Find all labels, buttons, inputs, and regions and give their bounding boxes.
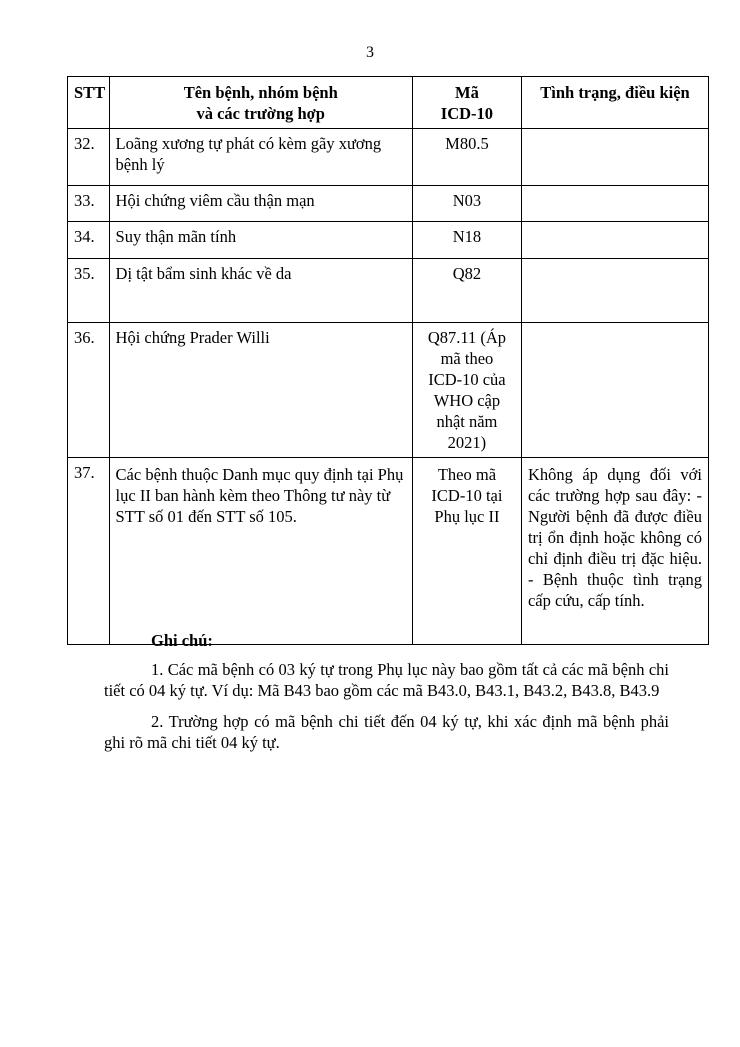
row-disease-name: Suy thận mãn tính xyxy=(109,222,412,259)
table-row xyxy=(68,458,709,645)
row-condition xyxy=(521,222,708,259)
note-item: 2. Trường hợp có mã bệnh chi tiết đến 04 ký tự, khi xác định mã bệnh phải ghi rõ mã chi tiết 04 ký tự. xyxy=(104,712,669,752)
header-code-line2: ICD-10 xyxy=(440,104,494,123)
header-disease-name xyxy=(109,77,412,129)
table-row xyxy=(68,129,709,186)
row-stt: 33. xyxy=(68,186,110,222)
row-disease-name: Hội chứng Prader Willi xyxy=(109,323,412,458)
row-disease-name: Loãng xương tự phát có kèm gãy xương bệnh lý xyxy=(109,129,412,186)
row-condition xyxy=(521,259,708,323)
note-item: 1. Các mã bệnh có 03 ký tự trong Phụ lục này bao gồm tất cả các mã bệnh chi tiết có 04 ký tự. Ví dụ: Mã B43 bao gồm các mã B43.0, B43.1, B43.2, B43.8, B43.9 xyxy=(104,660,669,700)
row-disease-name: Các bệnh thuộc Danh mục quy định tại Phụ lục II ban hành kèm theo Thông tư này từ STT số 01 đến STT số 105. xyxy=(109,458,412,645)
header-name-line2: và các trường hợp xyxy=(196,104,325,123)
row-disease-name: Hội chứng viêm cầu thận mạn xyxy=(109,186,412,222)
notes-title: Ghi chú: xyxy=(151,631,213,650)
row-stt: 32. xyxy=(68,129,110,186)
row-icd-code: Q87.11 (Áp mã theo ICD-10 của WHO cập nhật năm 2021) xyxy=(412,323,521,458)
row-condition xyxy=(521,186,708,222)
row-icd-code: Theo mã ICD-10 tại Phụ lục II xyxy=(412,458,521,645)
header-condition: Tình trạng, điều kiện xyxy=(521,77,708,129)
table-row xyxy=(68,259,709,323)
row-icd-code: M80.5 xyxy=(412,129,521,186)
row-stt: 34. xyxy=(68,222,110,259)
header-code-line1: Mã xyxy=(455,83,479,102)
row-icd-code: Q82 xyxy=(412,259,521,323)
row-stt: 35. xyxy=(68,259,110,323)
disease-table xyxy=(67,76,709,645)
table-row xyxy=(68,222,709,259)
row-condition: Không áp dụng đối với các trường hợp sau đây: - Người bệnh đã được điều trị ổn định hoặc không có chỉ định điều trị đặc hiệu. - Bệnh thuộc tình trạng cấp cứu, cấp tính. xyxy=(521,458,708,645)
table-row xyxy=(68,323,709,458)
table-header-row xyxy=(68,77,709,129)
row-stt: 36. xyxy=(68,323,110,458)
row-condition xyxy=(521,323,708,458)
row-icd-code: N18 xyxy=(412,222,521,259)
row-condition xyxy=(521,129,708,186)
row-stt: 37. xyxy=(68,458,110,645)
row-icd-code: N03 xyxy=(412,186,521,222)
notes-section xyxy=(104,630,669,763)
header-stt: STT xyxy=(68,77,110,129)
table-row xyxy=(68,186,709,222)
page-number: 3 xyxy=(366,44,374,61)
header-icd-code xyxy=(412,77,521,129)
header-name-line1: Tên bệnh, nhóm bệnh xyxy=(183,83,338,102)
row-disease-name: Dị tật bẩm sinh khác về da xyxy=(109,259,412,323)
